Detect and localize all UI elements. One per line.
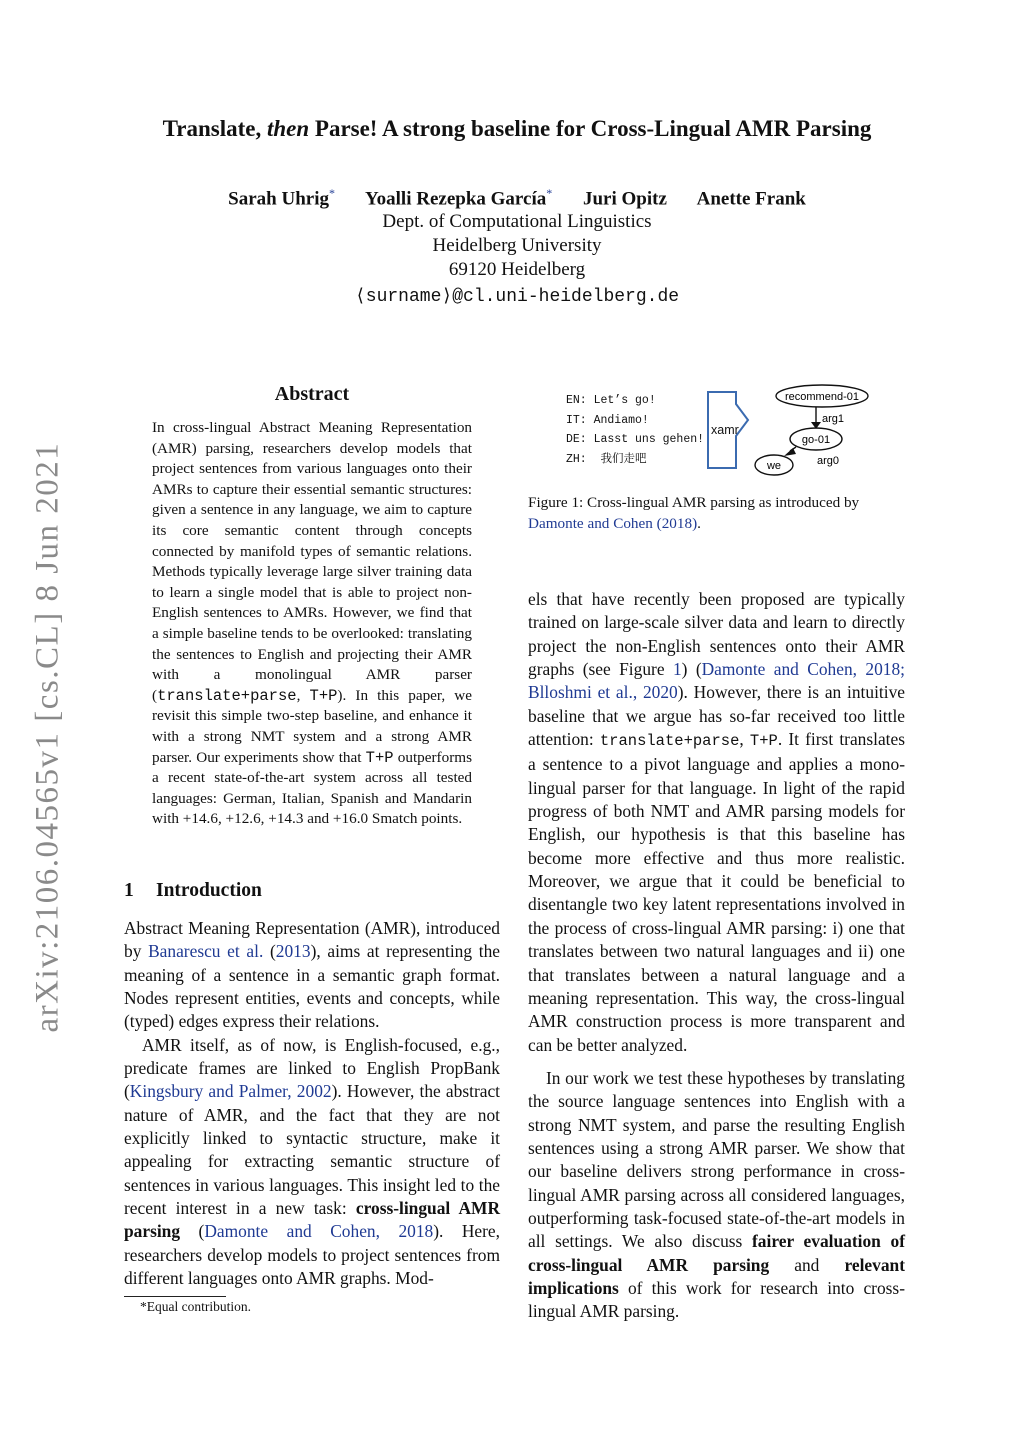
example-sentence: DE: Lasst uns gehen! [566,433,705,446]
citation-link[interactable]: Damonte and Cohen, 2018; Blloshmi et al., 2020 [528,659,906,703]
affiliation-city: 69120 Heidelberg [448,259,586,280]
citation-link[interactable]: Damonte and Cohen, 2018 [204,1221,434,1242]
author-email: ⟨surname⟩@cl.uni-heidelberg.de [354,287,680,307]
section-heading: 1 Introduction [124,880,262,901]
paragraph: In our work we test these hypotheses by translating the source language sentences into English with a strong NMT system, and parse the resulting English sentences using a strong AMR parser. We show that our baseline delivers strong performance in cross-lingual AMR parsing across all considered languages, outperforming task-focused state-of-the-art models in all settings. We also discuss fairer evaluation of cross-lingual AMR parsing and relevant implications of this work for research into cross-lingual AMR parsing. [528,1067,906,1322]
arxiv-identifier: arXiv:2106.04565v1 [cs.CL] 8 Jun 2021 [29,441,66,1033]
citation-link[interactable]: Kingsbury and Palmer, 2002 [129,1081,332,1102]
figure-ref-link[interactable]: 1 [672,659,682,680]
paper-title: Translate, then Parse! A strong baseline for Cross-Lingual AMR Parsing [162,116,872,141]
paragraph: AMR itself, as of now, is English-focused, e.g., predicate frames are linked to English PropBank (Kingsbury and Palmer, 2002). However, the abstract nature of AMR, and the fact that they are not explicitly linked to syntactic structure, make it appealing for extracting semantic structure of sentences in various languages. This insight led to the recent interest in a new task: cross-lingual AMR parsing (Damonte and Cohen, 2018). Here, researchers develop models to project sentences from different languages onto AMR graphs. Mod- [124,1034,501,1289]
footnote-rule [124,1296,226,1297]
example-sentence: ZH: 我们走吧 [566,452,647,466]
affiliation-dept: Dept. of Computational Linguistics [382,211,652,232]
citation-link[interactable]: 2013 [275,941,311,962]
footnote: *Equal contribution. [140,1299,251,1314]
example-sentence: IT: Andiamo! [566,413,649,427]
affiliation-university: Heidelberg University [432,235,602,256]
abstract-body: In cross-lingual Abstract Meaning Representation (AMR) parsing, researchers develop models that project sentences from various languages onto their AMRs to capture their essential semantic structures: given a sentence in any language, we aim to capture its core semantic content through concepts connected by manifold types of semantic relations. Methods typically leverage large silver training data to learn a single model that is able to project non-English sentences to AMRs. However, we find that a simple baseline tends to be overlooked: translating the sentences to English and projecting their AMR with a monolingual AMR parser (translate+parse, T+P). In this paper, we revisit this simple two-step baseline, and enhance it with a strong NMT system and a strong AMR parser. Our experiments show that T+P outperforms a recent state-of-the-art system across all tested languages: German, Italian, Spanish and Mandarin with +14.6, +12.6, +14.3 and +16.0 Smatch points. [152,419,472,828]
paragraph: els that have recently been proposed are typically trained on large-scale silver data and learn to directly project the non-English sentences onto their AMR graphs (see Figure 1) (Damonte and Cohen, 2018; Blloshmi et al., 2020). However, there is an intuitive baseline that we argue has so-far received too little attention: translate+parse, T+P. It first translates a sentence to a pivot language and applies a mono-lingual parser for that language. In light of the rapid progress of both NMT and AMR parsing models for English, our hypothesis is that this baseline has become more effective and thus more realistic. Moreover, we argue that it could be beneficial to disentangle two key latent representations involved in the process of cross-lingual AMR parsing: i) one that translates between two natural languages and ii) one that translates between a natural language and a meaning representation. This way, the cross-lingual AMR construction process is more transparent and can be better analyzed. [528,589,906,1055]
edge-label: arg0 [817,455,840,467]
node-label: recommend-01 [785,391,859,403]
example-sentence: EN: Let’s go! [566,394,656,407]
edge-label: arg1 [822,413,845,425]
arrowhead [784,448,796,456]
author-name: Anette Frank [696,188,806,210]
figure-examples [566,391,704,469]
author-list: Sarah Uhrig* Yoalli Rezepka García* Juri Opitz Anette Frank [228,186,806,210]
figure-caption: Figure 1: Cross-lingual AMR parsing as introduced by Damonte and Cohen (2018). [528,494,860,532]
abstract-heading: Abstract [274,383,350,405]
author-name: Yoalli Rezepka García [365,188,547,210]
intro-right-column [528,588,905,1324]
citation-link[interactable]: Banarescu et al. [148,941,264,962]
author-name: Juri Opitz [582,188,667,210]
node-label: go-01 [801,434,831,446]
figure-amr-graph [700,380,880,480]
citation-link[interactable]: Damonte and Cohen (2018) [528,514,698,532]
author-name: Sarah Uhrig [228,188,329,210]
intro-left-column [124,917,500,1291]
node-label: we [766,460,782,472]
xamr-label: xamr [711,423,739,437]
paragraph: Abstract Meaning Representation (AMR), introduced by Banarescu et al. (2013), aims at representing the meaning of a sentence in a semantic graph format. Nodes represent entities, events and concepts, while (typed) edges express their relations. [124,918,500,1032]
